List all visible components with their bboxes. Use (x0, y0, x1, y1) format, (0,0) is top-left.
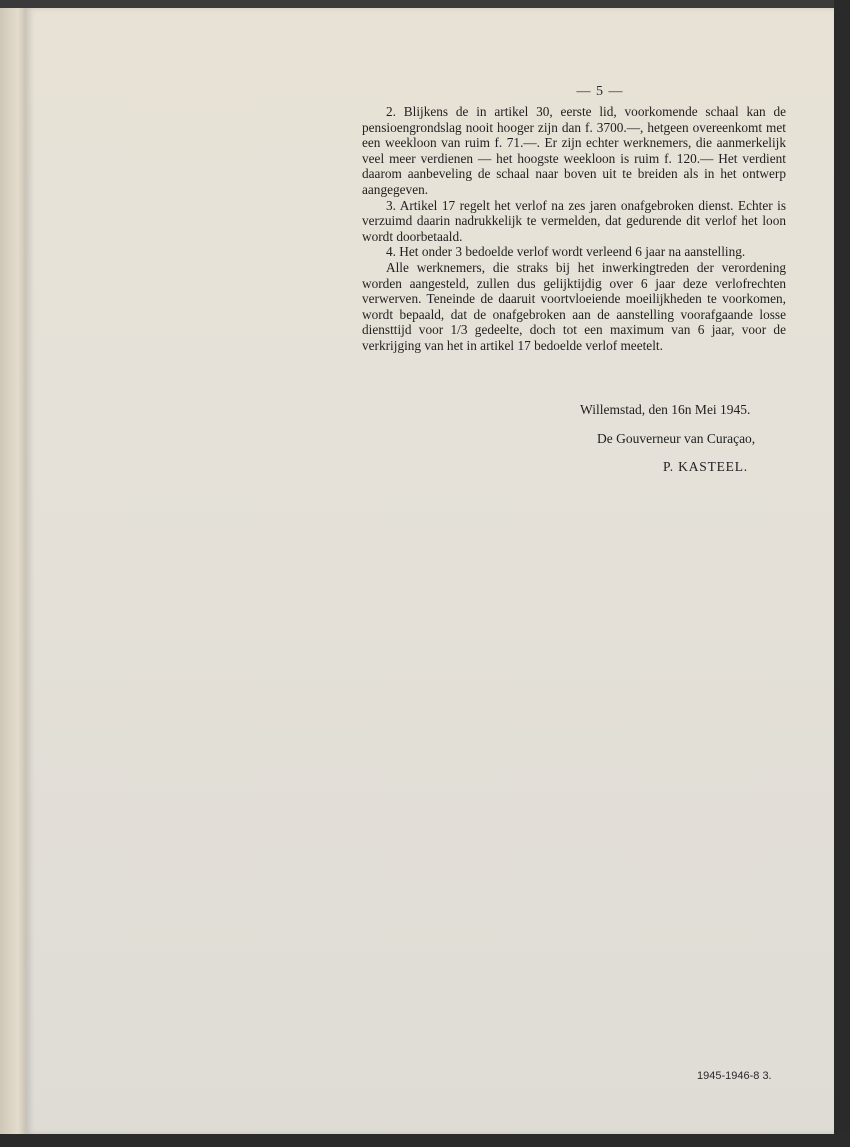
paragraph-article-17: 3. Artikel 17 regelt het verlof na zes jaren onafgebroken dienst. Echter is verzuimd daarin nadrukkelijk te vermelden, dat gedurende dit verlof het loon wordt doorbetaald. (362, 197, 786, 244)
body-text (362, 104, 786, 354)
footer-code: 1945-1946-8 3. (697, 1070, 772, 1082)
place-date: Willemstad, den 16n Mei 1945. (580, 402, 751, 417)
paragraph-werknemers: Alle werknemers, die straks bij het inwerkingtreden der verordening worden aangesteld, zullen dus gelijktijdig over 6 jaar deze verlofrechten verwerven. Teneinde de daaruit voortvloeiende moeilijkheden te voorkomen, wordt bepaald, dat de onafgebroken aan de aanstelling voorafgaande losse diensttijd voor 1/3 gedeelte, doch tot een maximum van 6 jaar, voor de verkrijging van het in artikel 17 bedoelde verlof meetelt. (362, 259, 786, 353)
paragraph-verlof: 4. Het onder 3 bedoelde verlof wordt verleend 6 jaar na aanstelling. (386, 244, 746, 260)
paragraph-article-30: 2. Blijkens de in artikel 30, eerste lid, voorkomende schaal kan de pensioengrondslag nooit hooger zijn dan f. 3700.—, hetgeen overeenkomt met een weekloon van ruim f. 71.—. Er zijn echter werknemers, die aanmerkelijk veel meer verdienen — het hoogste weekloon is ruim f. 120.— Het verdient daarom aanbeveling de schaal naar boven uit te breiden als in het ontwerp aangegeven. (362, 104, 786, 197)
signatory-name: P. KASTEEL. (663, 459, 748, 474)
page-number: — 5 — (576, 84, 624, 99)
scan-border-right (834, 0, 850, 1147)
signatory-title: De Gouverneur van Curaçao, (597, 431, 756, 446)
scan-border-bottom (0, 1134, 850, 1147)
